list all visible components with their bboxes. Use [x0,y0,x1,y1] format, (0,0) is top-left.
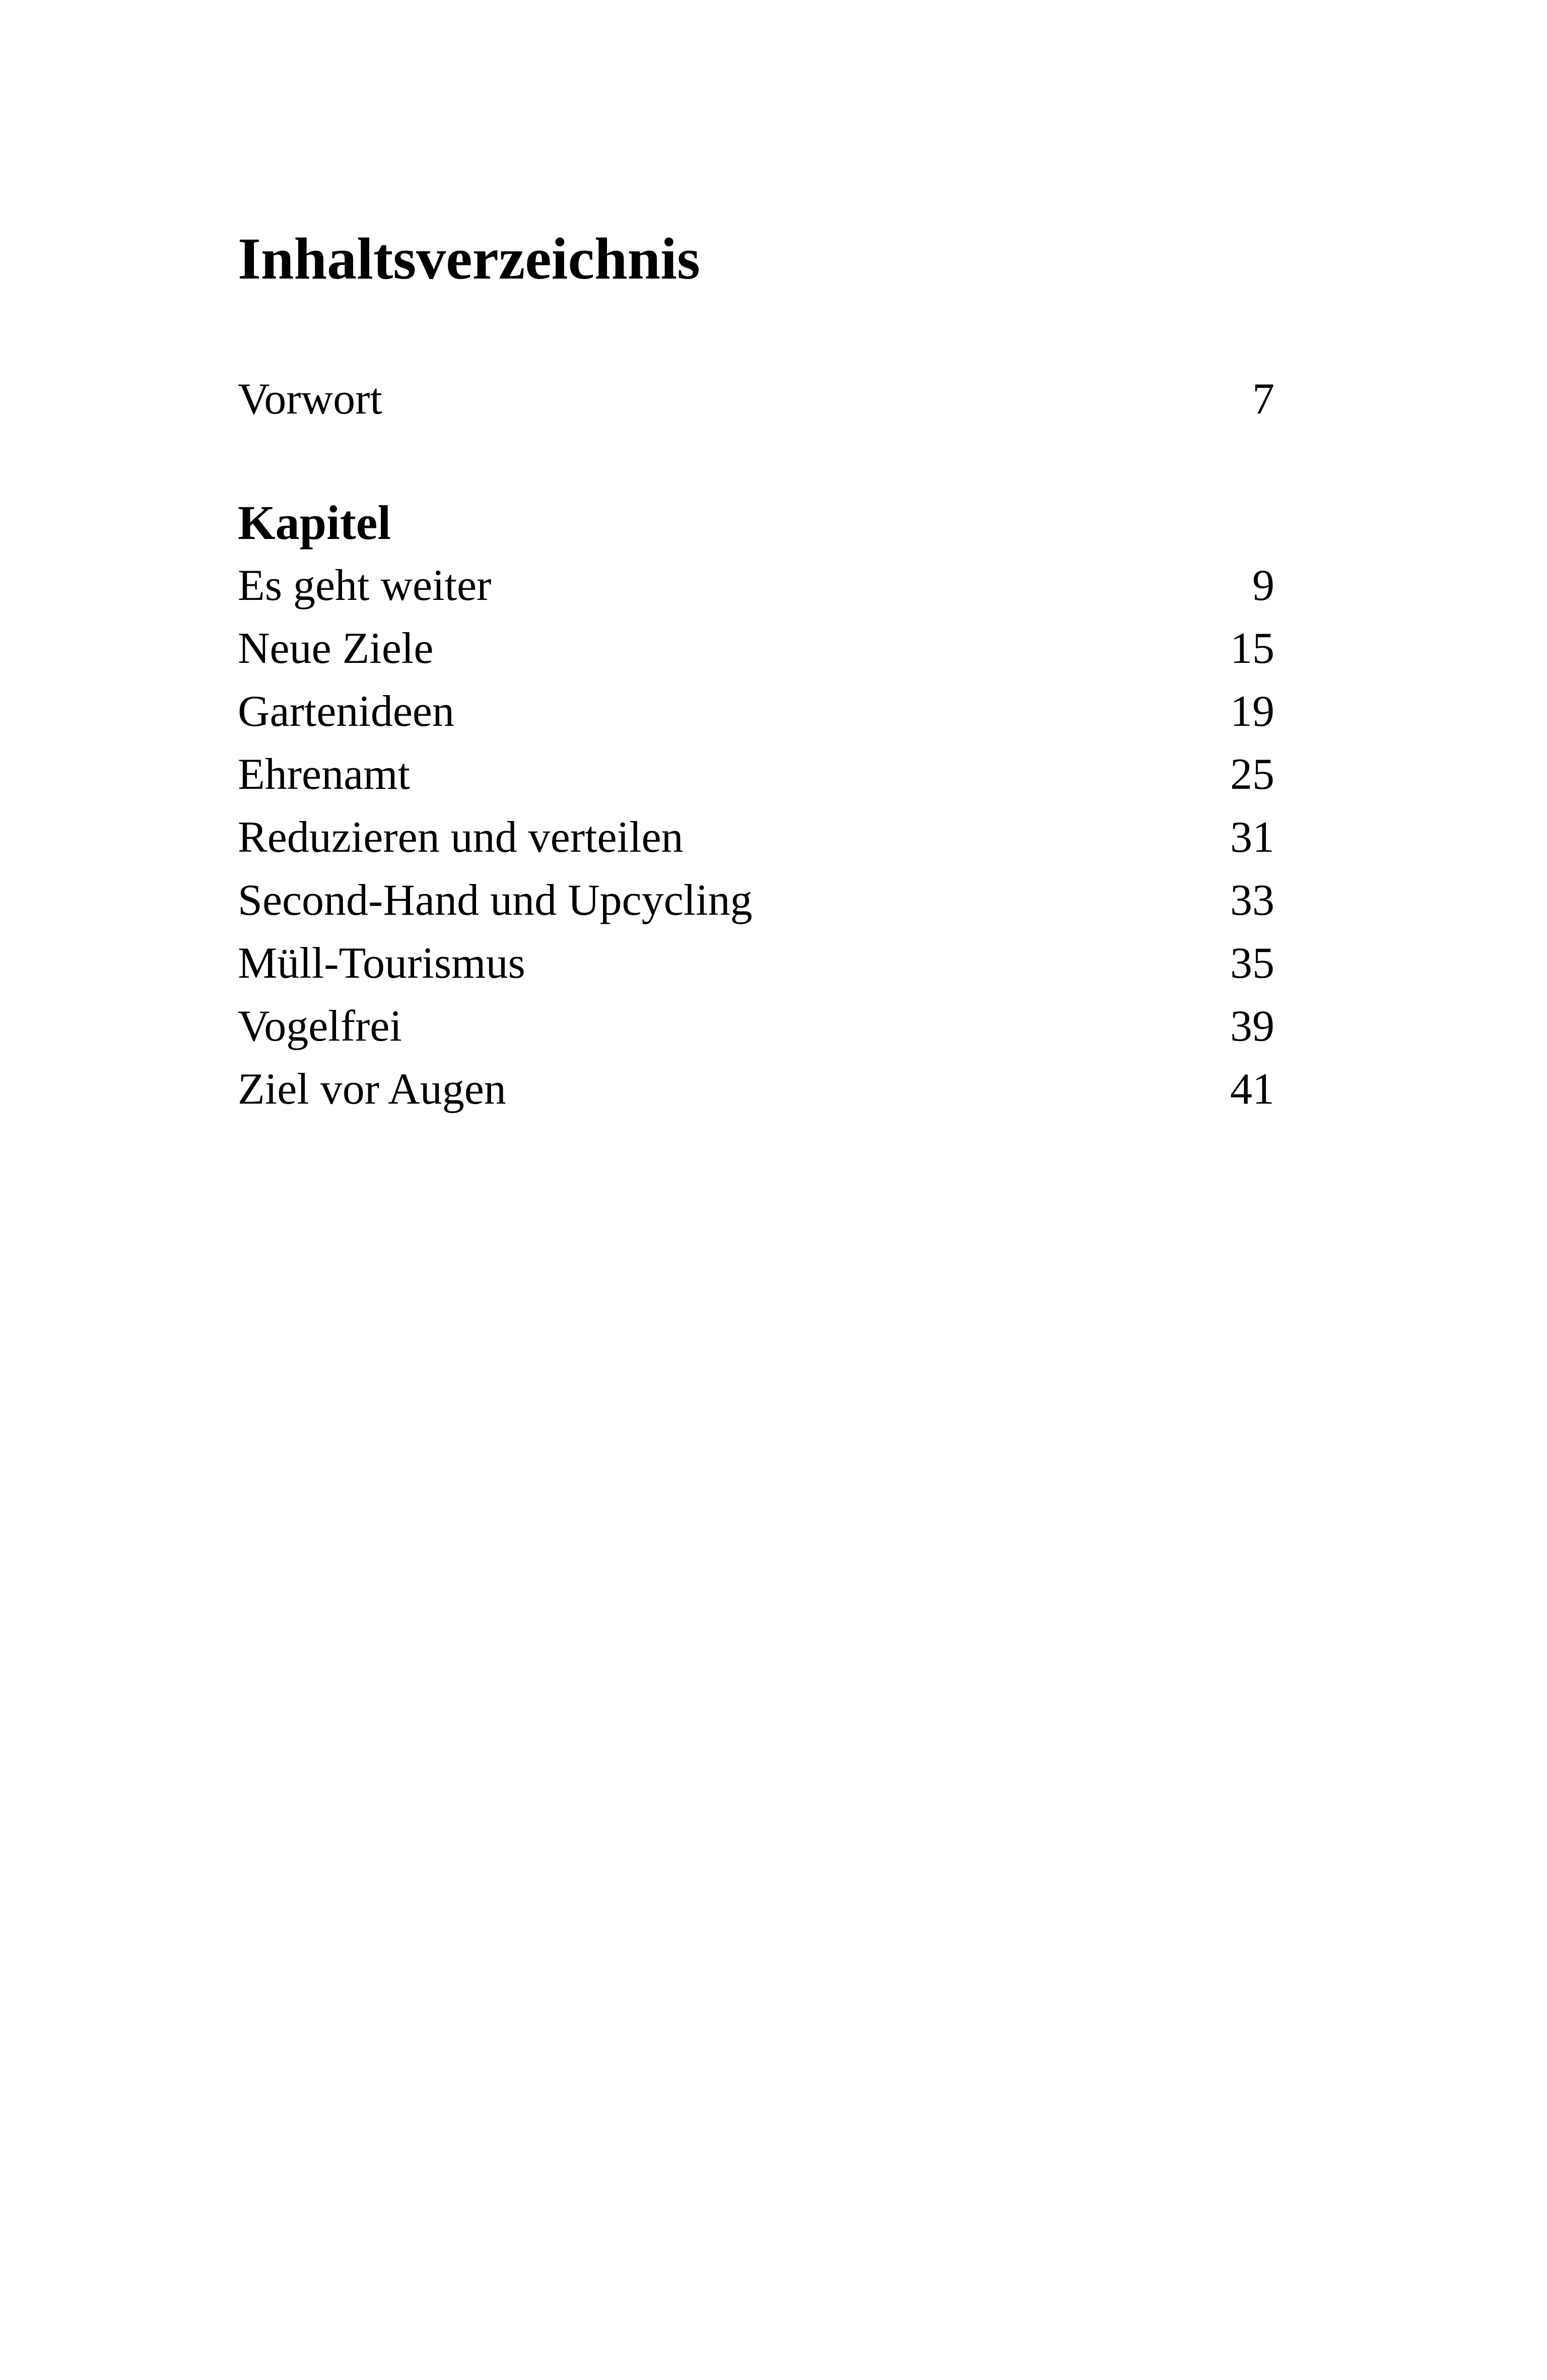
toc-entry-page-number: 19 [1230,687,1274,736]
toc-entry-page-number: 7 [1252,374,1274,424]
toc-entry-page-number: 31 [1230,812,1274,862]
toc-entry-page-number: 35 [1230,938,1274,988]
toc-entry [238,1058,1274,1121]
toc-entry-label: Ehrenamt [238,750,411,799]
toc-entry-label: Second-Hand und Upcycling [238,875,753,925]
toc-entry-label: Es geht weiter [238,561,492,610]
toc-entry [238,680,1274,743]
section-heading: Kapitel [238,496,391,550]
toc-entry-label: Neue Ziele [238,624,434,673]
toc-entry [238,995,1274,1058]
toc-entry [238,869,1274,932]
toc-entry-preface [238,368,1274,431]
toc-entry-label: Gartenideen [238,687,454,736]
toc-entry-label: Müll-Tourismus [238,938,525,988]
page-title: Inhaltsverzeichnis [238,226,700,292]
toc-entry-label: Ziel vor Augen [238,1064,506,1114]
toc-entry-label: Vorwort [238,374,382,424]
toc-entry [238,806,1274,869]
toc-entry-label: Reduzieren und verteilen [238,812,684,862]
toc-entry-page-number: 39 [1230,1001,1274,1051]
toc-entry [238,932,1274,995]
toc-entry-page-number: 33 [1230,875,1274,925]
toc-entry-page-number: 25 [1230,750,1274,799]
toc-entry [238,617,1274,680]
toc-entry-label: Vogelfrei [238,1001,402,1051]
toc-entry-page-number: 9 [1252,561,1274,610]
toc-entry [238,554,1274,617]
toc-entry-page-number: 15 [1230,624,1274,673]
toc-entry-page-number: 41 [1230,1064,1274,1114]
toc-entry [238,743,1274,806]
